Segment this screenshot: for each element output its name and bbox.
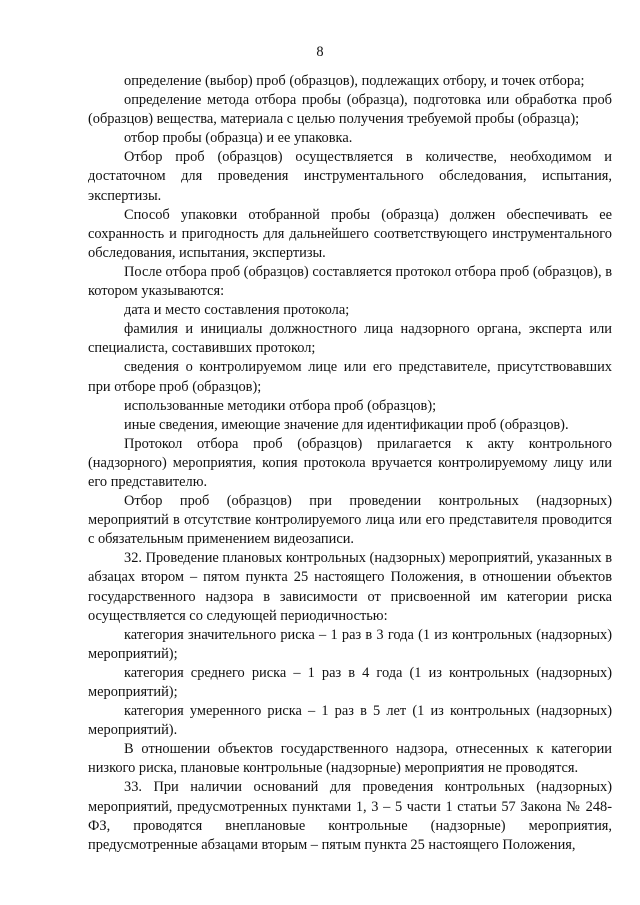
paragraph-15: категория значительного риска – 1 раз в 3 года (1 из контрольных (надзорных) мероприятий); [88,626,612,662]
paragraph-19: 33. При наличии оснований для проведения контрольных (надзорных) мероприятий, предусмотренных пунктами 1, 3 – 5 части 1 статьи 57 Закона № 248-ФЗ, проводятся внеплановые контрольные (надзорные) мероприятия, предусмотренные абзацами вторым – пятым пункта 25 настоящего Положения, [88,779,612,853]
paragraph-5: Способ упаковки отобранной пробы (образца) должен обеспечивать ее сохранность и пригодность для дальнейшего соответствующего инструментального обследования, испытания, экспертизы. [88,206,612,261]
paragraph-6: После отбора проб (образцов) составляется протокол отбора проб (образцов), в котором указываются: [88,263,612,300]
paragraph-11: иные сведения, имеющие значение для идентификации проб (образцов). [124,416,569,433]
paragraph-2: определение метода отбора пробы (образца), подготовка или обработка проб (образцов) вещества, материала с целью получения требуемой пробы (образца); [88,92,612,128]
paragraph-14: 32. Проведение плановых контрольных (надзорных) мероприятий, указанных в абзацах втором – пятом пункта 25 настоящего Положения, в отношении объектов государственного надзора в зависимости от присвоенной им категории риска осуществляется со следующей периодичностью: [88,550,612,624]
paragraph-12: Протокол отбора проб (образцов) прилагается к акту контрольного (надзорного) мероприятия, копия протокола вручается контролируемому лицу или его представителю. [88,435,612,490]
paragraph-8: фамилия и инициалы должностного лица надзорного органа, эксперта или специалиста, составивших протокол; [88,321,612,357]
paragraph-1: определение (выбор) проб (образцов), подлежащих отбору, и точек отбора; [124,73,585,89]
page-number: 8 [316,44,324,60]
paragraph-3: отбор пробы (образца) и ее упаковка. [124,130,353,147]
paragraph-18: В отношении объектов государственного надзора, отнесенных к категории низкого риска, плановые контрольные (надзорные) мероприятия не проводятся. [88,741,612,777]
paragraph-4: Отбор проб (образцов) осуществляется в количестве, необходимом и достаточном для проведения инструментального обследования, испытания, экспертизы. [88,149,612,204]
paragraph-17: категория умеренного риска – 1 раз в 5 лет (1 из контрольных (надзорных) мероприятий). [88,703,612,739]
document-body [88,72,612,855]
paragraph-7: дата и место составления протокола; [124,302,350,319]
paragraph-13: Отбор проб (образцов) при проведении контрольных (надзорных) мероприятий в отсутствие контролируемого лица или его представителя проводится с обязательным применением видеозаписи. [88,493,612,548]
paragraph-9: сведения о контролируемом лице или его представителе, присутствовавших при отборе проб (образцов); [88,359,612,395]
paragraph-10: использованные методики отбора проб (образцов); [124,397,437,414]
paragraph-16: категория среднего риска – 1 раз в 4 года (1 из контрольных (надзорных) мероприятий); [88,664,612,700]
